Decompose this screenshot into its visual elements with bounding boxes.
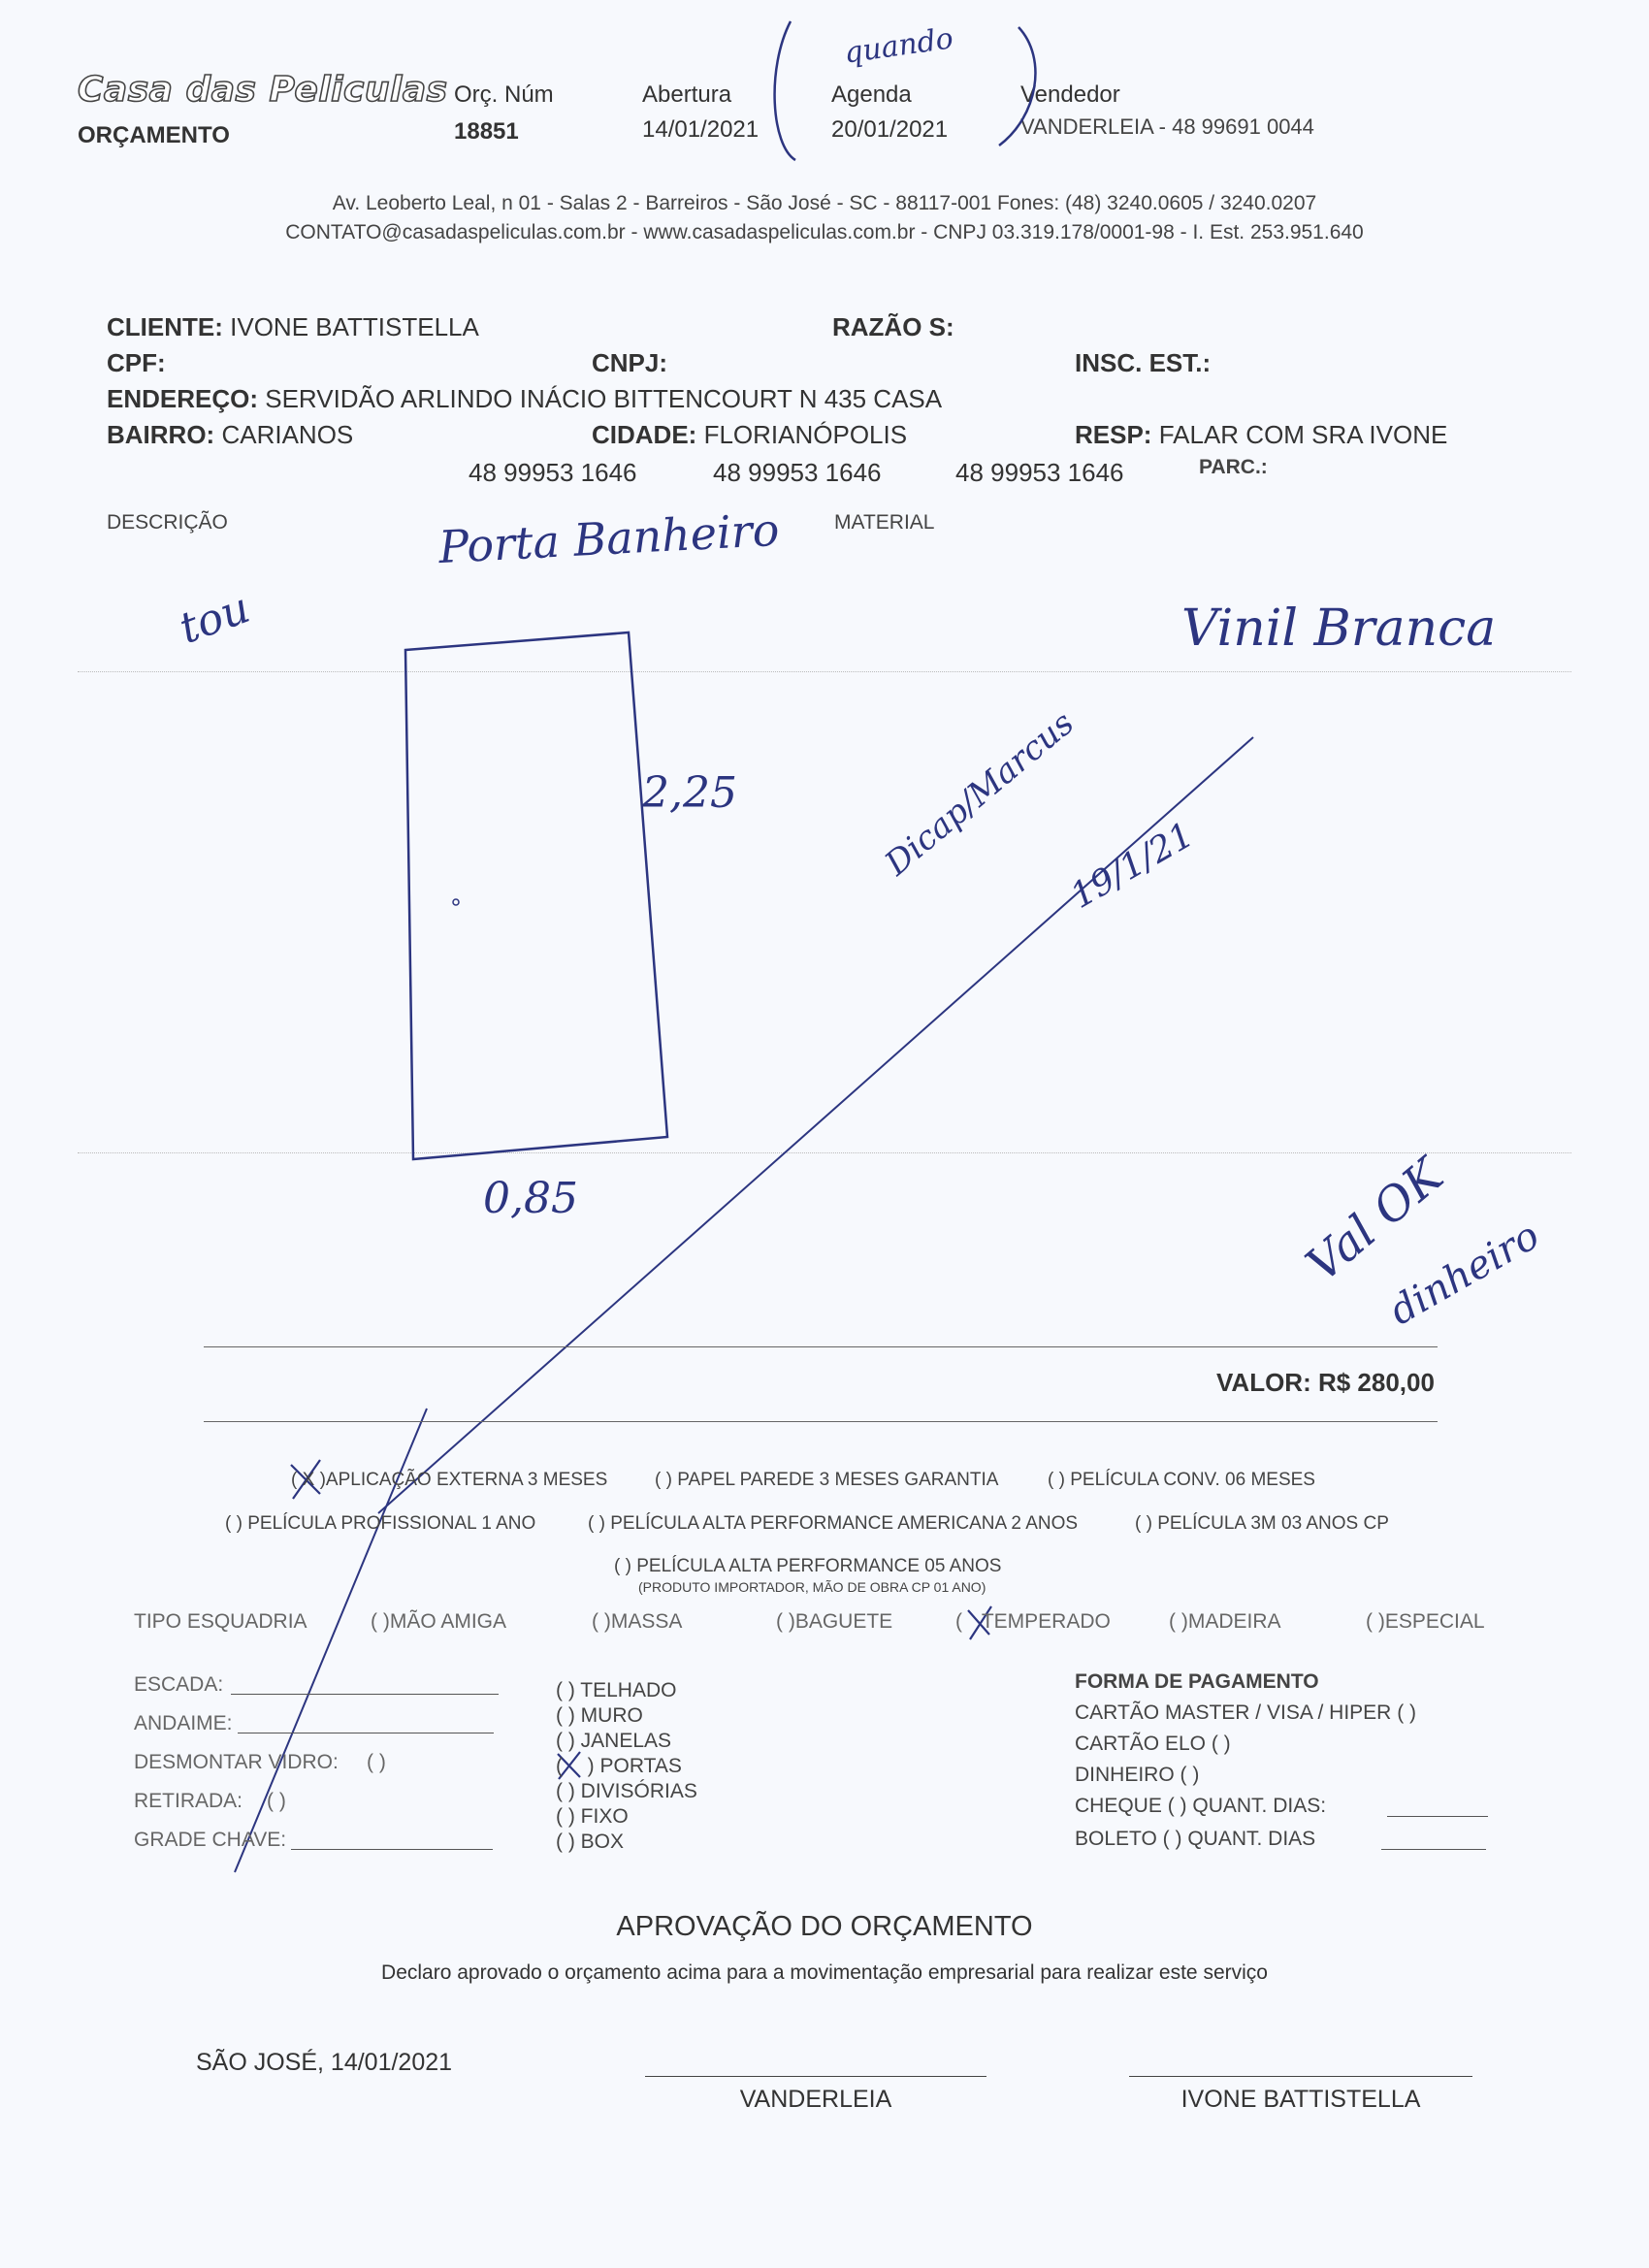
esquadria-madeira[interactable]: ( )MADEIRA [1169,1610,1281,1633]
agenda-value: 20/01/2021 [831,116,949,143]
esquadria-baguete[interactable]: ( )BAGUETE [776,1610,893,1633]
diagonal-handnote: Dicap/Marcus [878,703,1082,884]
signature-name-vendor: VANDERLEIA [739,2086,892,2113]
desmontar-label: DESMONTAR VIDRO: [134,1751,339,1773]
pagamento-box: ( ) [1167,1795,1187,1817]
esquadria-option-label: TEMPERADO [981,1610,1111,1633]
right-handnote-2: dinheiro [1381,1213,1547,1335]
option-label: PELÍCULA PROFISSIONAL 1 ANO [247,1513,536,1534]
pagamento-title: FORMA DE PAGAMENTO [1075,1670,1319,1693]
valor-label: VALOR: [1216,1368,1311,1397]
cpf-label: CPF: [107,348,166,377]
pagamento-label: CARTÃO MASTER / VISA / HIPER [1075,1701,1392,1724]
aprovacao-title: APROVAÇÃO DO ORÇAMENTO [616,1911,1033,1942]
abertura-value: 14/01/2021 [642,116,760,143]
valor-row [1216,1368,1435,1398]
option-label: PELÍCULA ALTA PERFORMANCE AMERICANA 2 ANOS [610,1513,1079,1534]
esquadria-option-label: BAGUETE [794,1610,893,1633]
agenda-label: Agenda [831,81,912,108]
pagamento-extra: QUANT. DIAS: [1192,1795,1327,1817]
esquadria-option-label: ESPECIAL [1384,1610,1485,1633]
insc-est-label: INSC. EST.: [1075,348,1212,377]
agenda-circle-right [999,27,1035,146]
option-label: PELÍCULA CONV. 06 MESES [1070,1470,1315,1490]
escada-label: ESCADA: [134,1673,224,1696]
option-pelicula-alta-performance[interactable]: ( ) PELÍCULA ALTA PERFORMANCE 05 ANOS [614,1556,1002,1576]
retirada-label: RETIRADA: [134,1790,243,1812]
cliente-value: IVONE BATTISTELLA [230,312,479,341]
local-label: FIXO [580,1805,629,1828]
diagonal-date: 19/1/21 [1064,815,1201,917]
option-pelicula-profissional[interactable]: ( ) PELÍCULA PROFISSIONAL 1 ANO [225,1513,536,1534]
phone-3: 48 99953 1646 [955,458,1124,487]
valor-value: R$ 280,00 [1317,1368,1435,1397]
option-note: (PRODUTO IMPORTADOR, MÃO DE OBRA CP 01 ANO) [638,1579,986,1595]
pagamento-boleto[interactable] [1075,1828,1315,1851]
option-mark: X [302,1470,315,1490]
doc-type-title: ORÇAMENTO [78,122,230,148]
option-label: PELÍCULA ALTA PERFORMANCE 05 ANOS [636,1556,1002,1576]
pagamento-box: ( ) [1162,1828,1182,1850]
signature-line-vendor[interactable] [645,2076,986,2077]
right-handnote: Val OK [1296,1148,1454,1293]
phone-1: 48 99953 1646 [469,458,637,487]
option-pelicula-3m[interactable]: ( ) PELÍCULA 3M 03 ANOS CP [1135,1513,1389,1534]
option-pelicula-americana[interactable]: ( ) PELÍCULA ALTA PERFORMANCE AMERICANA 2 ANOS [588,1513,1079,1534]
agenda-handnote: quando [842,21,955,71]
esquadria-massa[interactable]: ( )MASSA [592,1610,683,1633]
local-telhado[interactable]: ( ) TELHADO [556,1679,677,1701]
local-list [556,1678,697,1855]
pagamento-box: ( ) [1180,1764,1200,1786]
local-fixo[interactable]: ( ) FIXO [556,1805,629,1828]
orc-num-value: 18851 [454,118,519,145]
door-sketch [405,632,667,1159]
cidade-label: CIDADE: [592,420,697,449]
signature-line-client[interactable] [1129,2076,1472,2077]
place-date: SÃO JOSÉ, 14/01/2021 [196,2049,453,2076]
bairro-label: BAIRRO: [107,420,215,449]
resp-label: RESP: [1075,420,1152,449]
door-knob [453,899,459,905]
local-muro[interactable]: ( ) MURO [556,1704,643,1727]
pagamento-dinheiro[interactable] [1075,1764,1199,1787]
bairro-value: CARIANOS [221,420,354,449]
local-portas[interactable]: ( ) PORTAS [556,1755,682,1777]
esquadria-mao-amiga[interactable]: ( )MÃO AMIGA [371,1610,507,1633]
option-label: PELÍCULA 3M 03 ANOS CP [1157,1513,1389,1534]
local-label: JANELAS [580,1730,672,1752]
pagamento-box: ( ) [1211,1733,1231,1755]
esquadria-option-label: MADEIRA [1187,1610,1281,1633]
agenda-circle-left [775,21,795,160]
left-handnote: tou [173,583,257,654]
phone-2: 48 99953 1646 [713,458,882,487]
company-contact: CONTATO@casadaspeliculas.com.br - www.casadaspeliculas.com.br - CNPJ 03.319.178/0001-98 - I. Est. 253.951.640 [285,221,1364,243]
option-pelicula-conv[interactable]: ( ) PELÍCULA CONV. 06 MESES [1048,1470,1315,1490]
esquadria-option-label: MASSA [610,1610,683,1633]
cheque-dias-field[interactable] [1387,1816,1488,1817]
pagamento-extra: QUANT. DIAS [1187,1828,1316,1850]
endereco-label: ENDEREÇO: [107,384,259,413]
parc-label: PARC.: [1199,456,1268,478]
esquadria-label: TIPO ESQUADRIA [134,1610,307,1633]
material-label: MATERIAL [834,511,935,534]
desmontar-checkbox[interactable]: ( ) [367,1751,386,1773]
signature-name-client: IVONE BATTISTELLA [1180,2086,1421,2113]
option-papel-parede[interactable]: ( ) PAPEL PAREDE 3 MESES GARANTIA [655,1470,999,1490]
pagamento-cheque[interactable] [1075,1795,1326,1818]
material-handwritten: Vinil Branca [1181,599,1497,658]
pagamento-cartao-elo[interactable] [1075,1733,1231,1756]
company-logo: Casa das Peliculas [78,70,448,110]
esquadria-temperado[interactable]: ( TEMPERADO [955,1610,1111,1633]
pagamento-label: BOLETO [1075,1828,1157,1850]
cliente-label: CLIENTE: [107,312,223,341]
grade-chave-label: GRADE CHAVE: [134,1829,287,1851]
local-label: MURO [580,1704,643,1727]
retirada-checkbox[interactable]: ( ) [267,1790,286,1812]
description-handwritten: Porta Banheiro [436,502,781,574]
andaime-label: ANDAIME: [134,1712,233,1734]
option-label: APLICAÇÃO EXTERNA 3 MESES [325,1470,608,1490]
grade-chave-field[interactable] [291,1849,493,1850]
option-aplicacao-externa[interactable]: ( X )APLICAÇÃO EXTERNA 3 MESES [291,1470,608,1490]
pagamento-label: CARTÃO ELO [1075,1733,1206,1755]
local-label: BOX [580,1831,625,1853]
cidade-value: FLORIANÓPOLIS [703,420,908,449]
company-address: Av. Leoberto Leal, n 01 - Salas 2 - Barreiros - São José - SC - 88117-001 Fones: (48) 3240.0605 / 3240.0207 [332,192,1317,214]
pagamento-box: ( ) [1397,1701,1417,1724]
height-measure: 2,25 [642,768,737,818]
orc-num-label: Orç. Núm [454,81,554,108]
boleto-dias-field[interactable] [1381,1849,1486,1850]
endereco-value: SERVIDÃO ARLINDO INÁCIO BITTENCOURT N 435 CASA [265,384,943,413]
esquadria-especial[interactable]: ( )ESPECIAL [1366,1610,1485,1633]
vendedor-value: VANDERLEIA - 48 99691 0044 [1020,114,1314,139]
option-label: PAPEL PAREDE 3 MESES GARANTIA [677,1470,999,1490]
pagamento-label: DINHEIRO [1075,1764,1175,1786]
descricao-label: DESCRIÇÃO [107,511,228,534]
cnpj-label: CNPJ: [592,348,668,377]
pagamento-cartao-master[interactable] [1075,1701,1416,1725]
local-label: TELHADO [580,1679,677,1701]
abertura-label: Abertura [642,81,732,108]
local-box[interactable]: ( ) BOX [556,1831,625,1853]
local-janelas[interactable]: ( ) JANELAS [556,1730,672,1752]
divider-line [204,1421,1438,1422]
esquadria-option-label: MÃO AMIGA [389,1610,507,1633]
aprovacao-text: Declaro aprovado o orçamento acima para a movimentação empresarial para realizar este serviço [381,1961,1268,1984]
razao-label: RAZÃO S: [832,312,954,341]
escada-field[interactable] [231,1694,499,1695]
divider-line [204,1346,1438,1347]
vendedor-label: Vendedor [1020,81,1120,108]
local-label: DIVISÓRIAS [580,1780,697,1802]
resp-value: FALAR COM SRA IVONE [1158,420,1448,449]
local-divisorias[interactable]: ( ) DIVISÓRIAS [556,1780,697,1802]
pagamento-label: CHEQUE [1075,1795,1162,1817]
local-label: PORTAS [599,1755,682,1777]
width-measure: 0,85 [483,1174,578,1223]
